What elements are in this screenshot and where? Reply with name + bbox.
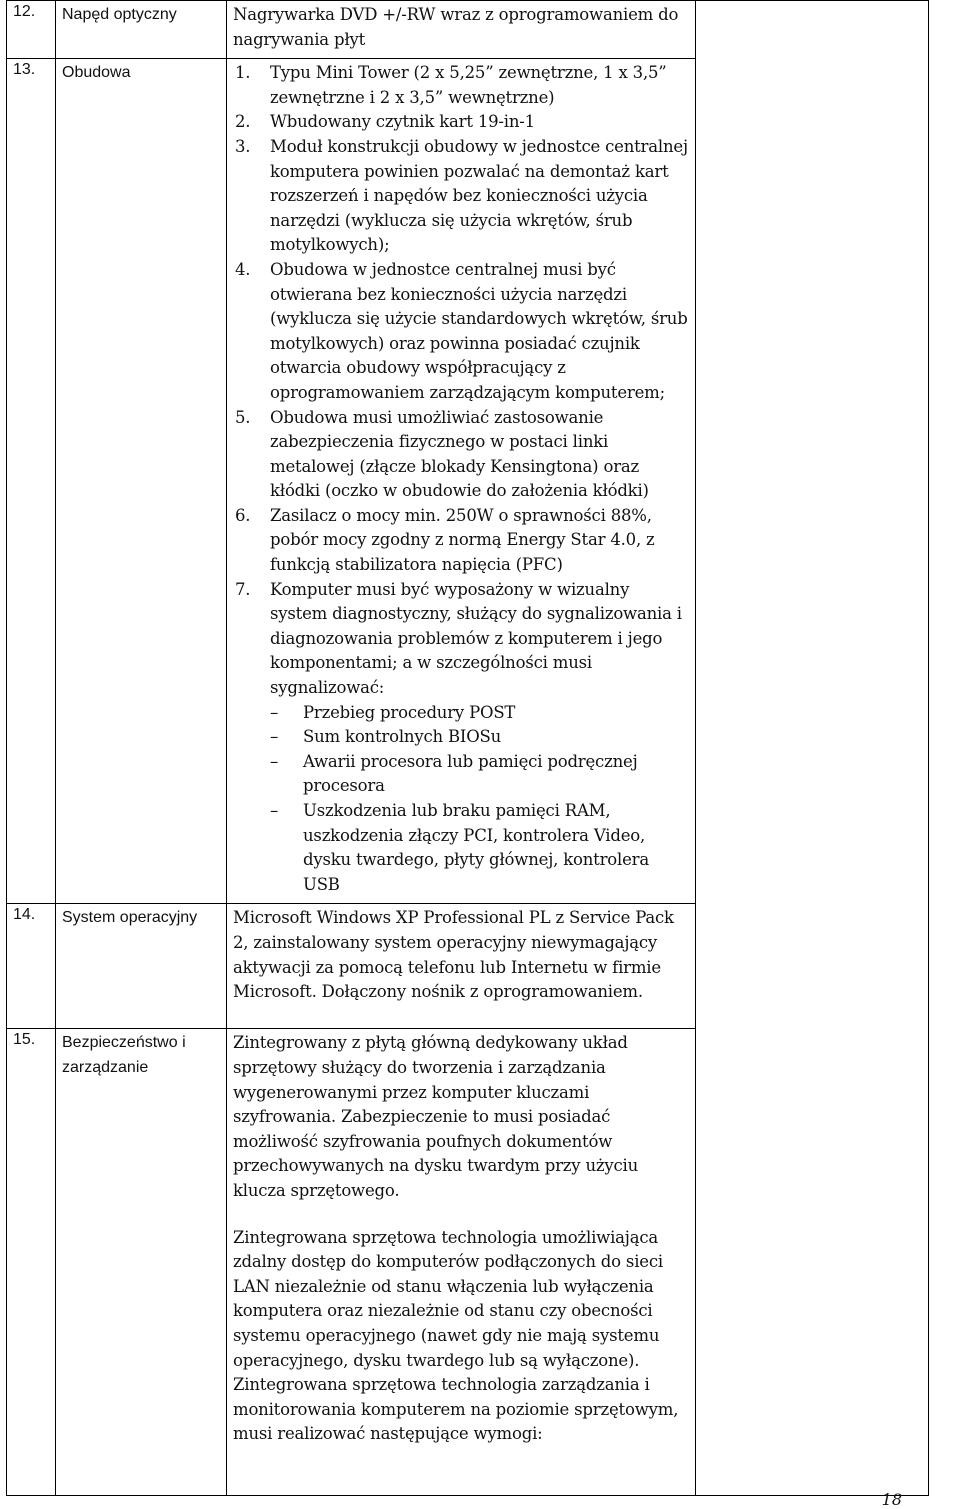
paragraph-gap	[233, 1204, 689, 1226]
list-item: 2. Wbudowany czytnik kart 19-in-1	[235, 112, 535, 132]
row-description	[227, 1029, 696, 1496]
row-number: 12.	[7, 1, 56, 59]
list-item: 1. Typu Mini Tower (2 x 5,25” zewnętrzne, 1 x 3,5” zewnętrzne i 2 x 3,5” wewnętrzne)	[235, 63, 667, 107]
row-description	[227, 59, 696, 904]
row-number: 13.	[7, 59, 56, 904]
list-item: 6. Zasilacz o mocy min. 250W o sprawności 88%, pobór mocy zgodny z normą Energy Star 4.0, z funkcją stabilizatora napięcia (PFC)	[235, 505, 655, 575]
dash-list-item: – Uszkodzenia lub braku pamięci RAM, uszkodzenia złączy PCI, kontrolera Video, dysku twardego, płyty głównej, kontrolera USB	[270, 801, 649, 894]
dash-list	[233, 701, 689, 898]
row-name: System operacyjny	[56, 904, 227, 1029]
list-item: 3. Moduł konstrukcji obudowy w jednostce centralnej komputera powinien pozwalać na demontaż kart rozszerzeń i napędów bez konieczności użycia narzędzi (wyklucza się użycia wkrętów, śrub motylkowych);	[235, 136, 688, 255]
table-row	[7, 1, 929, 59]
row-description: Nagrywarka DVD +/-RW wraz z oprogramowaniem do nagrywania płyt	[227, 1, 696, 59]
row-name: Bezpieczeństwo i zarządzanie	[56, 1029, 227, 1496]
page-number: 18	[881, 1490, 902, 1509]
row-name: Obudowa	[56, 59, 227, 904]
paragraph: Zintegrowana sprzętowa technologia umożliwiająca zdalny dostęp do komputerów podłączonych do sieci LAN niezależnie od stanu włączenia lub wyłączenia komputera oraz niezależnie od stanu czy obecności systemu operacyjnego (nawet gdy nie mają systemu operacyjnego, dysku twardego lub są wyłączone). Zintegrowana sprzętowa technologia zarządzania i monitorowania komputerem na poziomie sprzętowym, musi realizować następujące wymogi:	[233, 1227, 679, 1444]
empty-cell	[696, 1, 929, 1496]
list-item: 5. Obudowa musi umożliwiać zastosowanie zabezpieczenia fizycznego w postaci linki metalowej (złącze blokady Kensingtona) oraz kłódki (oczko w obudowie do założenia kłódki)	[235, 407, 649, 501]
row-description: Microsoft Windows XP Professional PL z Service Pack 2, zainstalowany system operacyjny niewymagający aktywacji za pomocą telefonu lub Internetu w firmie Microsoft. Dołączony nośnik z oprogramowaniem.	[227, 904, 696, 1029]
specification-table	[6, 0, 929, 1496]
dash-list-item: – Awarii procesora lub pamięci podręcznej procesora	[270, 751, 638, 796]
row-number: 15.	[7, 1029, 56, 1496]
list-item: 7. Komputer musi być wyposażony w wizualny system diagnostyczny, służący do sygnalizowania i diagnozowania problemów z komputerem i jego komponentami; a w szczególności musi sygnalizować:	[235, 579, 682, 698]
dash-list-item: – Przebieg procedury POST	[270, 702, 516, 722]
list-item: 4. Obudowa w jednostce centralnej musi być otwierana bez konieczności użycia narzędzi (wyklucza się użycie standardowych wkrętów, śrub motylkowych) oraz powinna posiadać czujnik otwarcia obudowy współpracujący z oprogramowaniem zarządzającym komputerem;	[235, 259, 688, 402]
numbered-list	[233, 61, 689, 700]
paragraph: Zintegrowany z płytą główną dedykowany układ sprzętowy służący do tworzenia i zarządzania wygenerowanymi przez komputer kluczami szyfrowania. Zabezpieczenie to musi posiadać możliwość szyfrowania poufnych dokumentów przechowywanych na dysku twardym przy użyciu klucza sprzętowego.	[233, 1033, 639, 1200]
row-name: Napęd optyczny	[56, 1, 227, 59]
dash-list-item: – Sum kontrolnych BIOSu	[270, 727, 502, 747]
row-number: 14.	[7, 904, 56, 1029]
